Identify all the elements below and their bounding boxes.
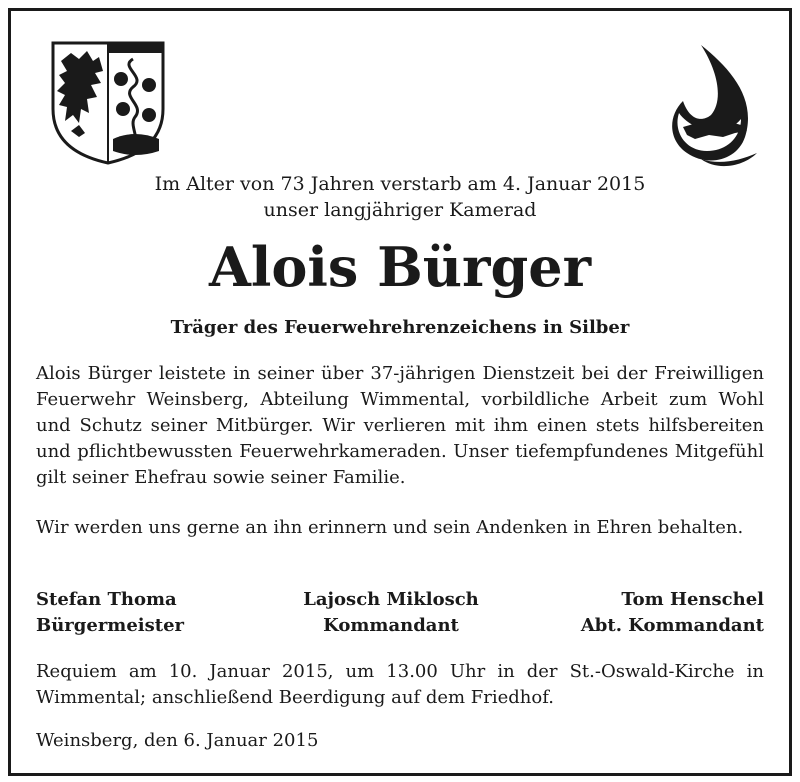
- deceased-name: Alois Bürger: [208, 235, 592, 299]
- fire-brigade-emblem-icon: [661, 39, 771, 169]
- signatory-name: Lajosch Miklosch: [303, 589, 479, 610]
- obituary-notice: [8, 8, 792, 776]
- intro-line: unser langjähriger Kamerad: [263, 199, 537, 221]
- signatory-name: Stefan Thoma: [36, 589, 177, 610]
- signatory-name: Tom Henschel: [621, 589, 764, 610]
- requiem-paragraph: Requiem am 10. Januar 2015, um 13.00 Uhr in der St.-Oswald-Kirche in Wimmental; anschließend Beerdigung auf dem Friedhof.: [36, 661, 764, 708]
- signatory-role: Abt. Kommandant: [580, 615, 764, 636]
- remembrance-paragraph: Wir werden uns gerne an ihn erinnern und sein Andenken in Ehren behalten.: [36, 517, 744, 538]
- tribute-paragraph: Alois Bürger leistete in seiner über 37-jährigen Dienstzeit bei der Freiwilligen Feuerwehr Weinsberg, Abteilung Wimmental, vorbildliche Arbeit zum Wohl und Schutz seiner Mitbürger. Wir verlieren mit ihm einen stets hilfsbereiten und pflichtbewussten Feuerwehrkameraden. Unser tiefempfundenes Mitgefühl gilt seiner Ehefrau sowie seiner Familie.: [36, 363, 764, 488]
- signatory-role: Kommandant: [323, 615, 459, 636]
- weinsberg-coat-of-arms-icon: [49, 39, 167, 167]
- signatory: [261, 587, 521, 639]
- signatory: [36, 587, 184, 639]
- honor-title: Träger des Feuerwehrehrenzeichens in Silber: [170, 317, 630, 338]
- signatory: [581, 587, 764, 639]
- signatory-role: Bürgermeister: [36, 615, 185, 636]
- intro-line: Im Alter von 73 Jahren verstarb am 4. Januar 2015: [154, 173, 646, 195]
- place-date: Weinsberg, den 6. Januar 2015: [36, 730, 319, 751]
